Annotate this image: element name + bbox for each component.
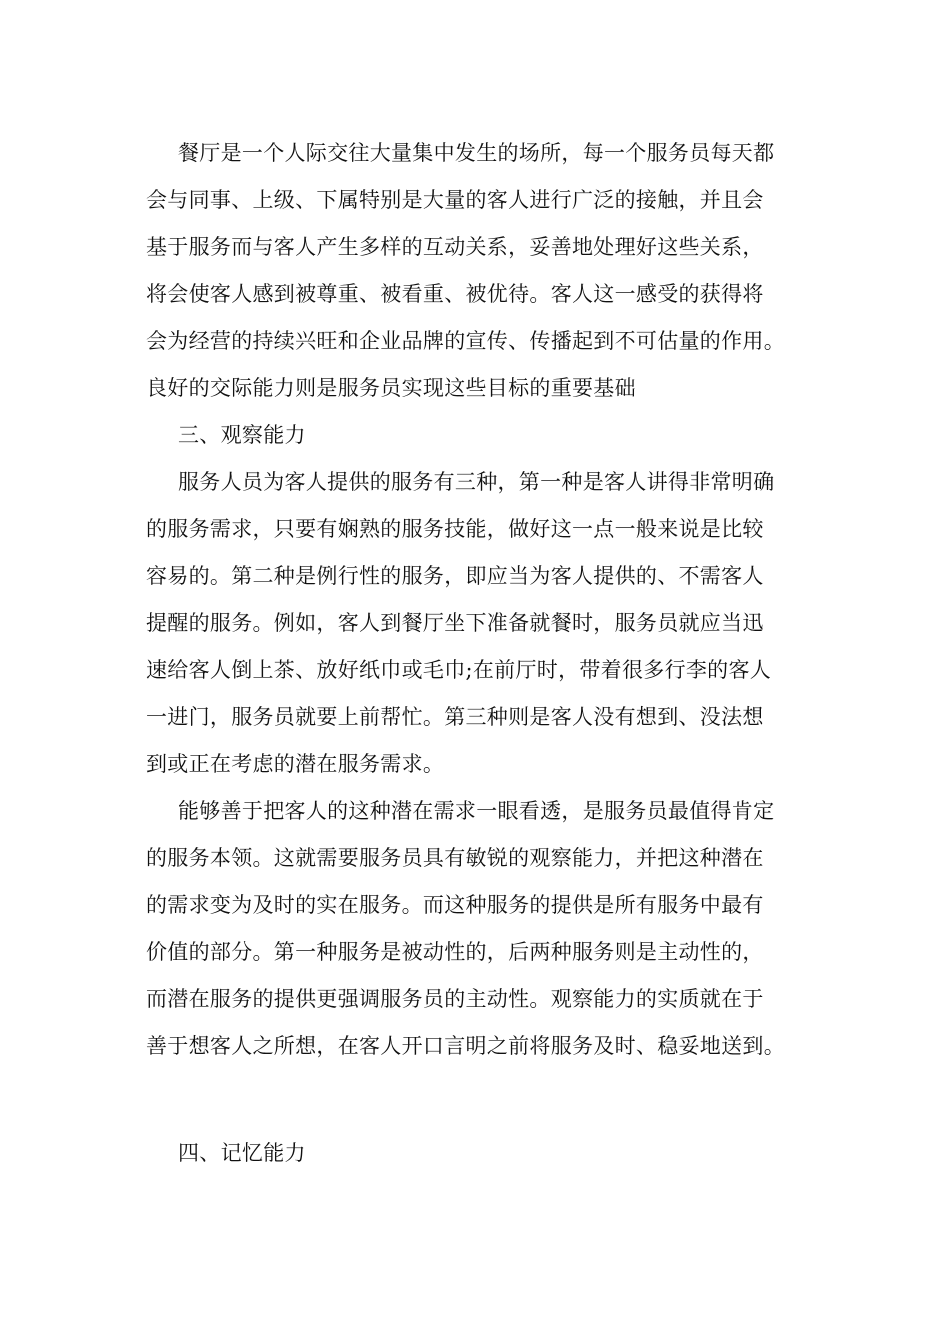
- paragraph-line: 会为经营的持续兴旺和企业品牌的宣传、传播起到不可估量的作用。: [146, 329, 785, 353]
- paragraph-line: 容易的。第二种是例行性的服务，即应当为客人提供的、不需客人: [146, 564, 764, 588]
- paragraph-line: 能够善于把客人的这种潜在需求一眼看透，是服务员最值得肯定: [178, 799, 775, 823]
- paragraph-line: 良好的交际能力则是服务员实现这些目标的重要基础: [146, 376, 636, 400]
- paragraph-line: 服务人员为客人提供的服务有三种，第一种是客人讲得非常明确: [178, 470, 775, 494]
- paragraph-line: 价值的部分。第一种服务是被动性的，后两种服务则是主动性的，: [146, 940, 764, 964]
- paragraph-line: 速给客人倒上茶、放好纸巾或毛巾;在前厅时，带着很多行李的客人: [146, 658, 772, 682]
- paragraph-line: 到或正在考虑的潜在服务需求。: [146, 752, 445, 776]
- paragraph-line: 善于想客人之所想，在客人开口言明之前将服务及时、稳妥地送到。: [146, 1034, 785, 1058]
- paragraph-line: 将会使客人感到被尊重、被看重、被优待。客人这一感受的获得将: [146, 282, 764, 306]
- paragraph-line: 一进门，服务员就要上前帮忙。第三种则是客人没有想到、没法想: [146, 705, 764, 729]
- paragraph-line: 而潜在服务的提供更强调服务员的主动性。观察能力的实质就在于: [146, 987, 764, 1011]
- paragraph-line: 会与同事、上级、下属特别是大量的客人进行广泛的接触，并且会: [146, 188, 764, 212]
- paragraph-line: 的需求变为及时的实在服务。而这种服务的提供是所有服务中最有: [146, 893, 764, 917]
- paragraph-line: 基于服务而与客人产生多样的互动关系，妥善地处理好这些关系，: [146, 235, 764, 259]
- section-heading: 四、记忆能力: [178, 1141, 306, 1165]
- section-heading: 三、观察能力: [178, 423, 306, 447]
- paragraph-line: 餐厅是一个人际交往大量集中发生的场所，每一个服务员每天都: [178, 141, 775, 165]
- paragraph-line: 提醒的服务。例如，客人到餐厅坐下准备就餐时，服务员就应当迅: [146, 611, 764, 635]
- paragraph-line: 的服务需求，只要有娴熟的服务技能，做好这一点一般来说是比较: [146, 517, 764, 541]
- paragraph-line: 的服务本领。这就需要服务员具有敏锐的观察能力，并把这种潜在: [146, 846, 764, 870]
